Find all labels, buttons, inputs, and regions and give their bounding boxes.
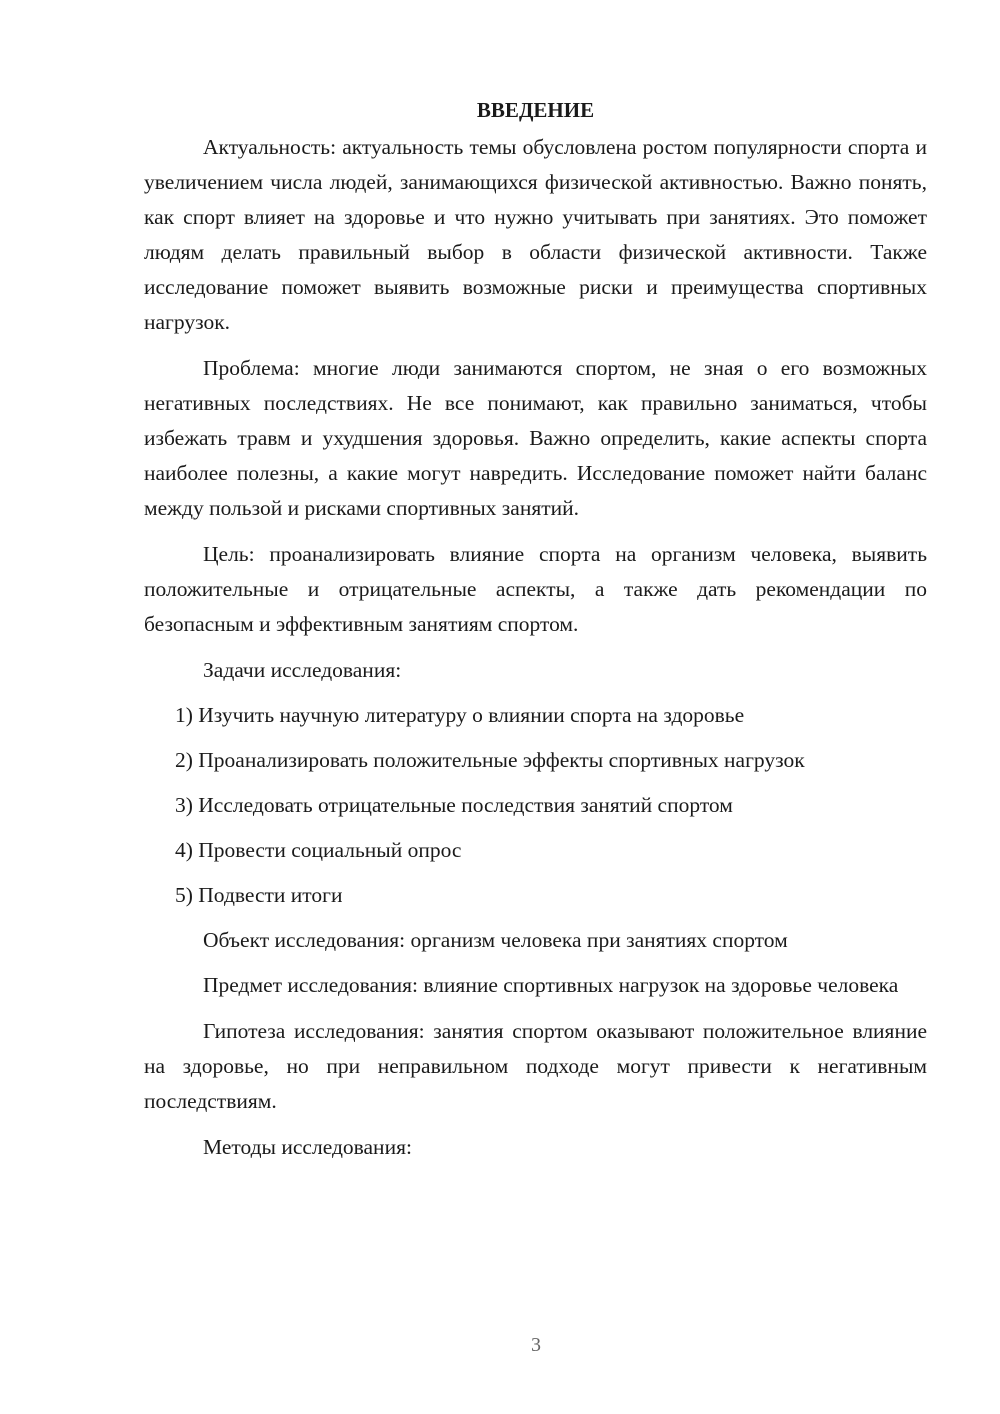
goal-paragraph: Цель: проанализировать влияние спорта на организм человека, выявить положительные и отрицательные аспекты, а также дать рекомендации по безопасным и эффективным занятиям спортом. [144,542,927,636]
object-paragraph: Объект исследования: организм человека при занятиях спортом [203,928,788,952]
task-item: 4) Провести социальный опрос [175,838,462,862]
subject-paragraph: Предмет исследования: влияние спортивных нагрузок на здоровье человека [203,973,899,997]
page-number: 3 [531,1334,541,1356]
task-item: 3) Исследовать отрицательные последствия занятий спортом [175,793,733,817]
task-item: 1) Изучить научную литературу о влиянии спорта на здоровье [175,703,745,727]
task-item: 5) Подвести итоги [175,883,343,907]
hypothesis-paragraph: Гипотеза исследования: занятия спортом оказывают положительное влияние на здоровье, но при неправильном подходе могут привести к негативным последствиям. [144,1019,927,1113]
tasks-heading: Задачи исследования: [203,658,402,682]
methods-paragraph: Методы исследования: [203,1135,412,1159]
page-title: ВВЕДЕНИЕ [476,98,595,122]
relevance-paragraph: Актуальность: актуальность темы обусловлена ростом популярности спорта и увеличением числа людей, занимающихся физической активностью. Важно понять, как спорт влияет на здоровье и что нужно учитывать при занятиях. Это поможет людям делать правильный выбор в области физической активности. Также исследование поможет выявить возможные риски и преимущества спортивных нагрузок. [144,135,927,334]
task-item: 2) Проанализировать положительные эффекты спортивных нагрузок [175,748,805,772]
document-page [144,90,927,1176]
problem-paragraph: Проблема: многие люди занимаются спортом, не зная о его возможных негативных последствиях. Не все понимают, как правильно заниматься, чтобы избежать травм и ухудшения здоровья. Важно определить, какие аспекты спорта наиболее полезны, а какие могут навредить. Исследование поможет найти баланс между пользой и рисками спортивных занятий. [144,356,927,520]
